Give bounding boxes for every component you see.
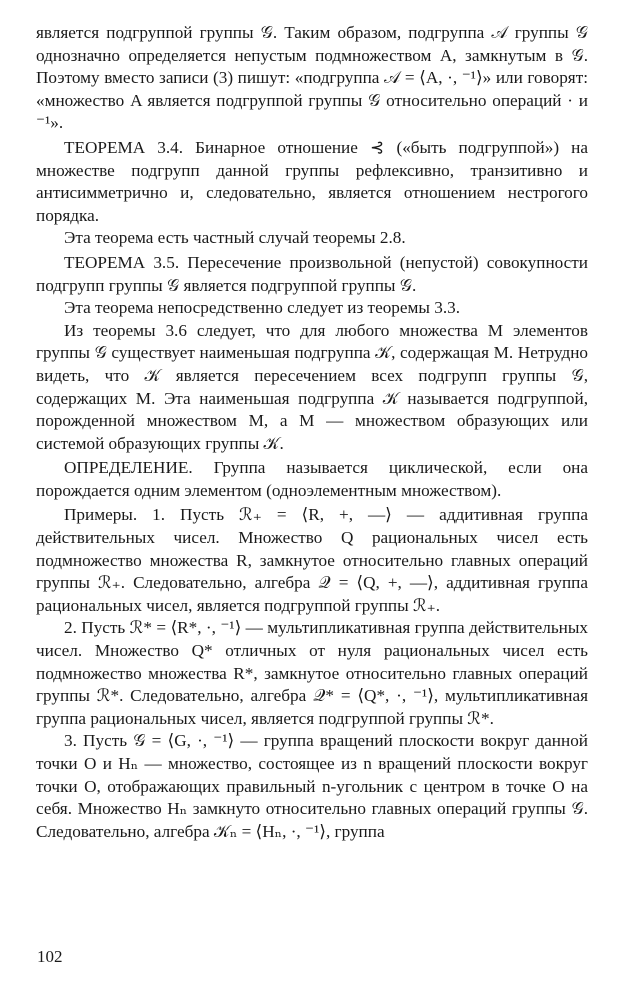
theorem-3-5-remark: Эта теорема непосредственно следует из теоремы 3.3. bbox=[64, 298, 461, 318]
generated-subgroup-paragraph: Из теоремы 3.6 следует, что для любого множества M элементов группы 𝒢 существует наименьшая подгруппа 𝒦, содержащая M. Нетрудно видеть, что 𝒦 является пересечением всех подгрупп группы 𝒢, содержащих M. Эта наименьшая подгруппа 𝒦 называется подгруппой, порожденной множеством M, а M — множеством образующих или системой образующих группы 𝒦. bbox=[36, 320, 588, 453]
example-2: 2. Пусть ℛ* = ⟨R*, ·, ⁻¹⟩ — мультипликативная группа действительных чисел. Множество Q* отличных от нуля рациональных чисел есть подмножество множества R*, замкнутое относительно главных операций группы ℛ*. Следовательно, алгебра 𝒬* = ⟨Q*, ·, ⁻¹⟩, мультипликативная группа рациональных чисел, является подгруппой группы ℛ*. bbox=[36, 618, 588, 728]
theorem-3-5: ТЕОРЕМА 3.5. Пересечение произвольной (непустой) совокупности подгрупп группы 𝒢 является подгруппой группы 𝒢. bbox=[36, 252, 588, 295]
theorem-3-4: ТЕОРЕМА 3.4. Бинарное отношение ⊰ («быть подгруппой») на множестве подгрупп данной группы рефлексивно, транзитивно и антисимметрично и, следовательно, является отношением нестрогого порядка. bbox=[36, 137, 588, 225]
example-1: Примеры. 1. Пусть ℛ₊ = ⟨R, +, —⟩ — аддитивная группа действительных чисел. Множество Q рациональных чисел есть подмножество множества R, замкнутое относительно главных операций группы ℛ₊. Следовательно, алгебра 𝒬 = ⟨Q, +, —⟩, аддитивная группа рациональных чисел, является подгруппой группы ℛ₊. bbox=[36, 505, 588, 615]
definition-cyclic-group: ОПРЕДЕЛЕНИЕ. Группа называется циклической, если она порождается одним элементом (одноэлементным множеством). bbox=[36, 458, 588, 500]
page-number: 102 bbox=[37, 947, 63, 966]
example-3: 3. Пусть 𝒢 = ⟨G, ·, ⁻¹⟩ — группа вращений плоскости вокруг данной точки O и Hₙ — множество, состоящее из n вращений плоскости вокруг точки O, отображающих правильный n-угольник с центром в точке O на себя. Множество Hₙ замкнуто относительно главных операций группы 𝒢. Следовательно, алгебра 𝒦ₙ = ⟨Hₙ, ·, ⁻¹⟩, группа bbox=[36, 731, 588, 841]
paragraph-continuation: является подгруппой группы 𝒢. Таким образом, подгруппа 𝒜 группы 𝒢 однозначно определяется непустым подмножеством A, замкнутым в 𝒢. Поэтому вместо записи (3) пишут: «подгруппа 𝒜 = ⟨A, ·, ⁻¹⟩» или говорят: «множество A является подгруппой группы 𝒢 относительно операций · и ⁻¹». bbox=[36, 23, 588, 133]
theorem-3-4-remark: Эта теорема есть частный случай теоремы 2.8. bbox=[64, 228, 406, 248]
